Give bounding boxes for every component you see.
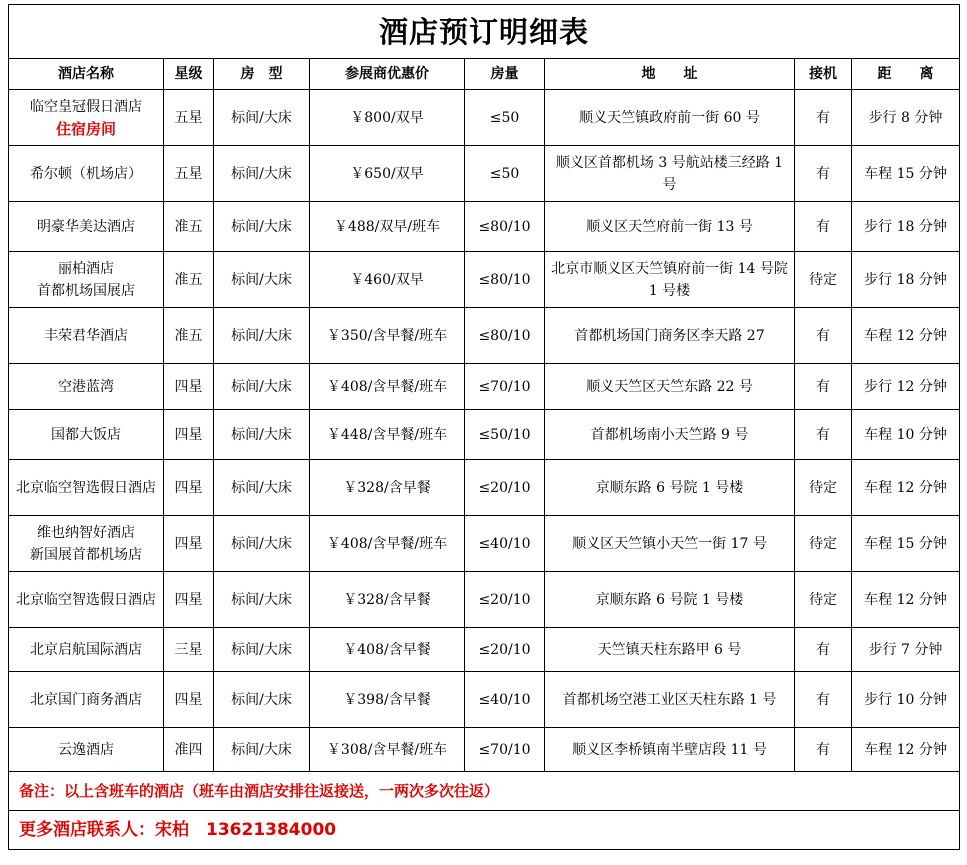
star-cell: 四星 bbox=[164, 572, 214, 628]
pickup-cell: 有 bbox=[795, 410, 852, 460]
hotel-booking-table bbox=[8, 4, 960, 850]
hotel-name-cell bbox=[9, 672, 164, 728]
address-cell: 北京市顺义区天竺镇府前一街 14 号院 1 号楼 bbox=[545, 252, 795, 308]
price-cell: ￥448/含早餐/班车 bbox=[310, 410, 465, 460]
address-cell: 首都机场国门商务区李天路 27 bbox=[545, 308, 795, 364]
hotel-name-cell bbox=[9, 728, 164, 772]
hotel-name-cell bbox=[9, 252, 164, 308]
quantity-cell: ≤70/10 bbox=[465, 364, 545, 410]
pickup-cell: 有 bbox=[795, 364, 852, 410]
quantity-cell: ≤80/10 bbox=[465, 202, 545, 252]
hotel-name-cell bbox=[9, 572, 164, 628]
address-cell: 京顺东路 6 号院 1 号楼 bbox=[545, 572, 795, 628]
price-cell: ￥488/双早/班车 bbox=[310, 202, 465, 252]
price-cell: ￥408/含早餐/班车 bbox=[310, 516, 465, 572]
hotel-rows bbox=[9, 90, 960, 772]
table-row bbox=[9, 146, 960, 202]
room-type-cell: 标间/大床 bbox=[214, 516, 310, 572]
address-cell: 京顺东路 6 号院 1 号楼 bbox=[545, 460, 795, 516]
room-type-cell: 标间/大床 bbox=[214, 364, 310, 410]
room-type-cell: 标间/大床 bbox=[214, 572, 310, 628]
distance-cell: 车程 15 分钟 bbox=[852, 516, 960, 572]
header-star: 星级 bbox=[164, 59, 214, 90]
quantity-cell: ≤80/10 bbox=[465, 308, 545, 364]
pickup-cell: 待定 bbox=[795, 460, 852, 516]
header-row bbox=[9, 59, 960, 90]
address-cell: 天竺镇天柱东路甲 6 号 bbox=[545, 628, 795, 672]
hotel-name-cell bbox=[9, 628, 164, 672]
hotel-name: 丽柏酒店 bbox=[58, 260, 114, 277]
price-cell: ￥408/含早餐 bbox=[310, 628, 465, 672]
pickup-cell: 待定 bbox=[795, 572, 852, 628]
distance-cell: 步行 10 分钟 bbox=[852, 672, 960, 728]
hotel-name: 明豪华美达酒店 bbox=[37, 218, 135, 235]
room-type-cell: 标间/大床 bbox=[214, 146, 310, 202]
quantity-cell: ≤20/10 bbox=[465, 628, 545, 672]
table-row bbox=[9, 308, 960, 364]
address-cell: 顺义区李桥镇南半壁店段 11 号 bbox=[545, 728, 795, 772]
star-cell: 五星 bbox=[164, 146, 214, 202]
hotel-name-cell bbox=[9, 146, 164, 202]
hotel-name: 北京启航国际酒店 bbox=[30, 641, 142, 658]
room-type-cell: 标间/大床 bbox=[214, 410, 310, 460]
table-row bbox=[9, 516, 960, 572]
hotel-name-cell bbox=[9, 410, 164, 460]
room-type-cell: 标间/大床 bbox=[214, 460, 310, 516]
hotel-name-cell bbox=[9, 364, 164, 410]
price-cell: ￥408/含早餐/班车 bbox=[310, 364, 465, 410]
address-cell: 首都机场南小天竺路 9 号 bbox=[545, 410, 795, 460]
pickup-cell: 有 bbox=[795, 728, 852, 772]
star-cell: 五星 bbox=[164, 90, 214, 146]
quantity-cell: ≤70/10 bbox=[465, 728, 545, 772]
pickup-cell: 有 bbox=[795, 672, 852, 728]
table-row bbox=[9, 460, 960, 516]
quantity-cell: ≤50/10 bbox=[465, 410, 545, 460]
hotel-name: 维也纳智好酒店 bbox=[37, 524, 135, 541]
hotel-name: 北京国门商务酒店 bbox=[30, 691, 142, 708]
hotel-name: 国都大饭店 bbox=[51, 426, 121, 443]
pickup-cell: 有 bbox=[795, 308, 852, 364]
hotel-name-cell bbox=[9, 516, 164, 572]
distance-cell: 车程 12 分钟 bbox=[852, 460, 960, 516]
table-row bbox=[9, 572, 960, 628]
contact-info: 更多酒店联系人：宋柏 13621384000 bbox=[9, 811, 960, 850]
address-cell: 顺义区天竺镇小天竺一街 17 号 bbox=[545, 516, 795, 572]
quantity-cell: ≤80/10 bbox=[465, 252, 545, 308]
hotel-name: 希尔顿（机场店） bbox=[30, 165, 142, 182]
address-cell: 顺义区天竺府前一街 13 号 bbox=[545, 202, 795, 252]
address-cell: 顺义天竺区天竺东路 22 号 bbox=[545, 364, 795, 410]
hotel-name-line2: 首都机场国展店 bbox=[37, 282, 135, 299]
quantity-cell: ≤40/10 bbox=[465, 516, 545, 572]
table-row bbox=[9, 728, 960, 772]
hotel-name-cell bbox=[9, 460, 164, 516]
room-type-cell: 标间/大床 bbox=[214, 628, 310, 672]
pickup-cell: 有 bbox=[795, 202, 852, 252]
hotel-name-cell bbox=[9, 202, 164, 252]
star-cell: 准五 bbox=[164, 308, 214, 364]
pickup-cell: 有 bbox=[795, 146, 852, 202]
star-cell: 四星 bbox=[164, 672, 214, 728]
hotel-name: 北京临空智选假日酒店 bbox=[16, 591, 156, 608]
header-distance: 距 离 bbox=[852, 59, 960, 90]
table-row bbox=[9, 628, 960, 672]
table-row bbox=[9, 90, 960, 146]
quantity-cell: ≤50 bbox=[465, 146, 545, 202]
table-row bbox=[9, 672, 960, 728]
distance-cell: 步行 7 分钟 bbox=[852, 628, 960, 672]
page-title: 酒店预订明细表 bbox=[9, 5, 960, 59]
table-row bbox=[9, 410, 960, 460]
quantity-cell: ≤40/10 bbox=[465, 672, 545, 728]
distance-cell: 车程 12 分钟 bbox=[852, 308, 960, 364]
pickup-cell: 有 bbox=[795, 90, 852, 146]
room-type-cell: 标间/大床 bbox=[214, 672, 310, 728]
price-cell: ￥328/含早餐 bbox=[310, 460, 465, 516]
price-cell: ￥800/双早 bbox=[310, 90, 465, 146]
hotel-name-cell bbox=[9, 90, 164, 146]
address-cell: 顺义天竺镇政府前一街 60 号 bbox=[545, 90, 795, 146]
quantity-cell: ≤20/10 bbox=[465, 460, 545, 516]
star-cell: 准五 bbox=[164, 252, 214, 308]
price-cell: ￥328/含早餐 bbox=[310, 572, 465, 628]
pickup-cell: 待定 bbox=[795, 252, 852, 308]
distance-cell: 车程 12 分钟 bbox=[852, 572, 960, 628]
address-cell: 首都机场空港工业区天柱东路 1 号 bbox=[545, 672, 795, 728]
room-type-cell: 标间/大床 bbox=[214, 90, 310, 146]
hotel-name: 北京临空智选假日酒店 bbox=[16, 479, 156, 496]
header-name: 酒店名称 bbox=[9, 59, 164, 90]
distance-cell: 步行 18 分钟 bbox=[852, 202, 960, 252]
hotel-name: 云逸酒店 bbox=[58, 741, 114, 758]
distance-cell: 车程 10 分钟 bbox=[852, 410, 960, 460]
address-cell: 顺义区首都机场 3 号航站楼三经路 1 号 bbox=[545, 146, 795, 202]
header-address: 地 址 bbox=[545, 59, 795, 90]
room-type-cell: 标间/大床 bbox=[214, 252, 310, 308]
price-cell: ￥350/含早餐/班车 bbox=[310, 308, 465, 364]
quantity-cell: ≤20/10 bbox=[465, 572, 545, 628]
hotel-name: 临空皇冠假日酒店 bbox=[30, 98, 142, 115]
header-room-type: 房 型 bbox=[214, 59, 310, 90]
pickup-cell: 待定 bbox=[795, 516, 852, 572]
distance-cell: 步行 12 分钟 bbox=[852, 364, 960, 410]
room-type-cell: 标间/大床 bbox=[214, 308, 310, 364]
star-cell: 准五 bbox=[164, 202, 214, 252]
star-cell: 四星 bbox=[164, 460, 214, 516]
star-cell: 四星 bbox=[164, 410, 214, 460]
distance-cell: 车程 12 分钟 bbox=[852, 728, 960, 772]
note: 备注：以上含班车的酒店（班车由酒店安排往返接送，一两次多次往返） bbox=[9, 772, 960, 811]
table-row bbox=[9, 364, 960, 410]
star-cell: 四星 bbox=[164, 516, 214, 572]
price-cell: ￥650/双早 bbox=[310, 146, 465, 202]
pickup-cell: 有 bbox=[795, 628, 852, 672]
hotel-name: 丰荣君华酒店 bbox=[44, 327, 128, 344]
distance-cell: 车程 15 分钟 bbox=[852, 146, 960, 202]
hotel-name-cell bbox=[9, 308, 164, 364]
price-cell: ￥460/双早 bbox=[310, 252, 465, 308]
quantity-cell: ≤50 bbox=[465, 90, 545, 146]
header-quantity: 房量 bbox=[465, 59, 545, 90]
distance-cell: 步行 8 分钟 bbox=[852, 90, 960, 146]
star-cell: 三星 bbox=[164, 628, 214, 672]
header-price: 参展商优惠价 bbox=[310, 59, 465, 90]
room-type-cell: 标间/大床 bbox=[214, 728, 310, 772]
table-row bbox=[9, 252, 960, 308]
table-row bbox=[9, 202, 960, 252]
hotel-name: 空港蓝湾 bbox=[58, 378, 114, 395]
header-pickup: 接机 bbox=[795, 59, 852, 90]
price-cell: ￥398/含早餐 bbox=[310, 672, 465, 728]
star-cell: 准四 bbox=[164, 728, 214, 772]
hotel-name-line2: 新国展首都机场店 bbox=[30, 546, 142, 563]
room-type-cell: 标间/大床 bbox=[214, 202, 310, 252]
star-cell: 四星 bbox=[164, 364, 214, 410]
lodging-highlight: 住宿房间 bbox=[55, 119, 116, 138]
price-cell: ￥308/含早餐/班车 bbox=[310, 728, 465, 772]
distance-cell: 步行 18 分钟 bbox=[852, 252, 960, 308]
